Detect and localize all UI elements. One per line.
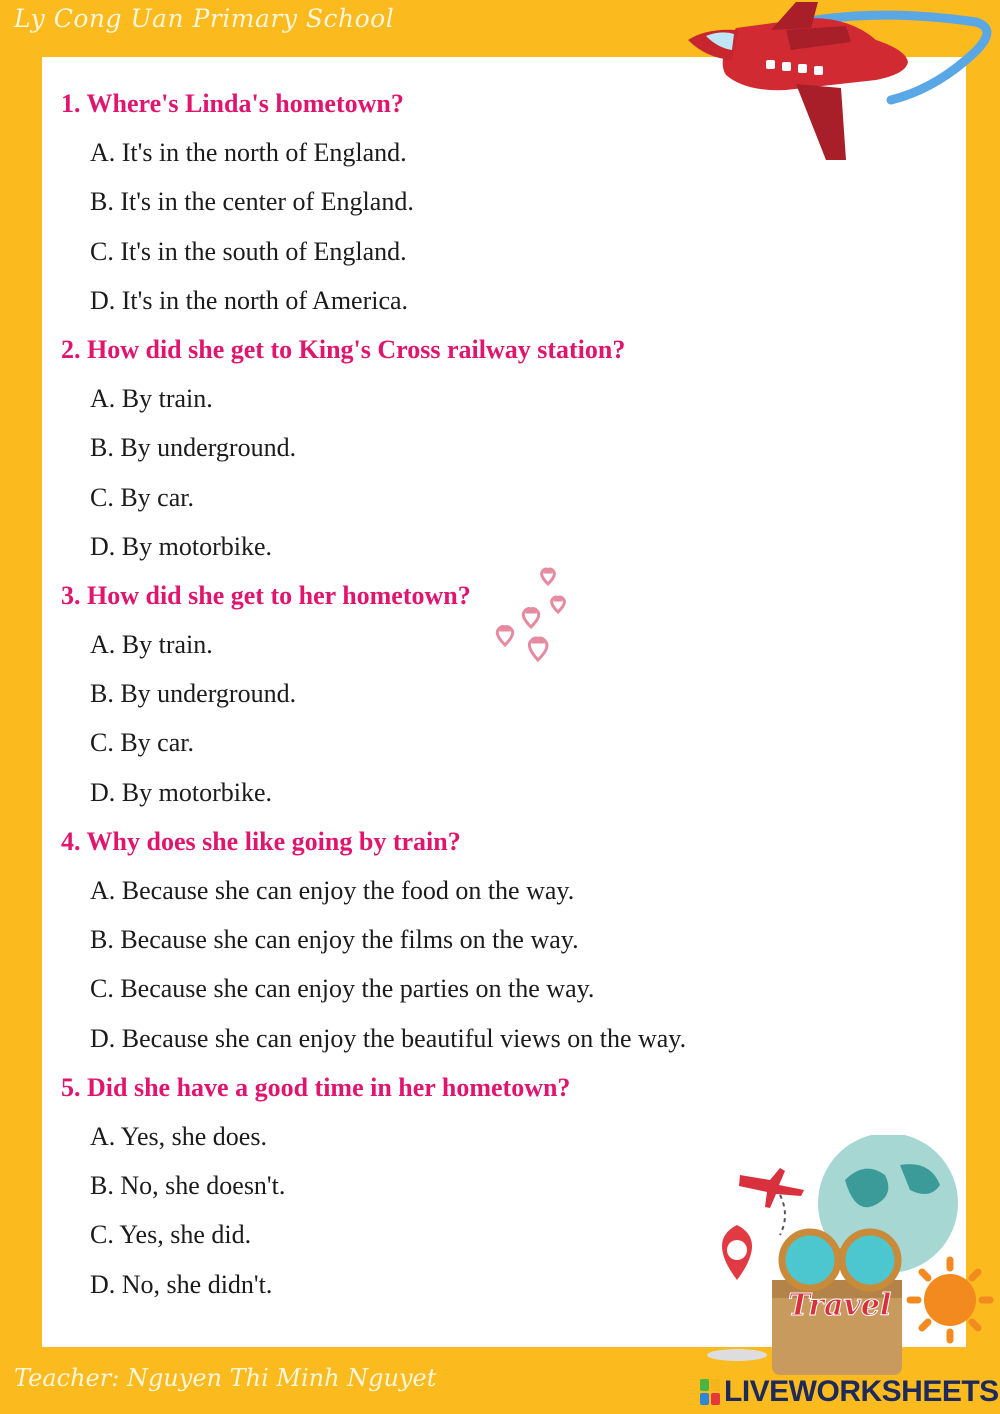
option-3d[interactable]: D. By motorbike. [90,777,272,807]
question-block [61,1068,781,1314]
question-block [61,84,781,330]
option-1d[interactable]: D. It's in the north of America. [90,285,409,315]
option-2c[interactable]: C. By car. [90,482,194,512]
option-5d[interactable]: D. No, she didn't. [90,1269,273,1299]
option-4a[interactable]: A. Because she can enjoy the food on the way. [90,876,575,905]
question-block [61,330,781,576]
question-5: 5. Did she have a good time in her hometown? [61,1072,571,1102]
teacher-name: Teacher: Nguyen Thi Minh Nguyet [14,1364,437,1392]
option-3a[interactable]: A. By train. [90,630,213,660]
travel-decoration [700,1135,1000,1375]
option-2b[interactable]: B. By underground. [90,433,297,463]
option-3b[interactable]: B. By underground. [90,679,297,709]
option-1c[interactable]: C. It's in the south of England. [90,236,407,266]
airplane-icon [676,0,1000,165]
option-1b[interactable]: B. It's in the center of England. [90,187,414,217]
question-2: 2. How did she get to King's Cross railway station? [61,334,626,364]
option-2d[interactable]: D. By motorbike. [90,531,272,561]
question-4: 4. Why does she like going by train? [61,826,461,856]
question-block [61,822,781,1068]
option-4d[interactable]: D. Because she can enjoy the beautiful views on the way. [90,1023,687,1053]
option-1a[interactable]: A. It's in the north of England. [90,138,407,168]
travel-label: Travel [788,1288,892,1323]
question-1: 1. Where's Linda's hometown? [61,89,404,118]
question-3: 3. How did she get to her hometown? [61,580,471,610]
school-name: Ly Cong Uan Primary School [14,4,395,33]
option-4b[interactable]: B. Because she can enjoy the films on the way. [90,925,579,955]
logo-text: LIVEWORKSHEETS [724,1375,999,1408]
option-5c[interactable]: C. Yes, she did. [90,1220,252,1250]
logo-mark-icon [700,1379,720,1405]
option-5b[interactable]: B. No, she doesn't. [90,1171,286,1201]
option-3c[interactable]: C. By car. [90,728,194,758]
option-2a[interactable]: A. By train. [90,384,213,414]
quiz [61,84,781,1314]
liveworksheets-logo[interactable] [700,1374,999,1410]
option-5a[interactable]: A. Yes, she does. [90,1121,267,1151]
option-4c[interactable]: C. Because she can enjoy the parties on the way. [90,974,595,1004]
question-block [61,576,781,822]
hearts-icon [490,560,580,670]
